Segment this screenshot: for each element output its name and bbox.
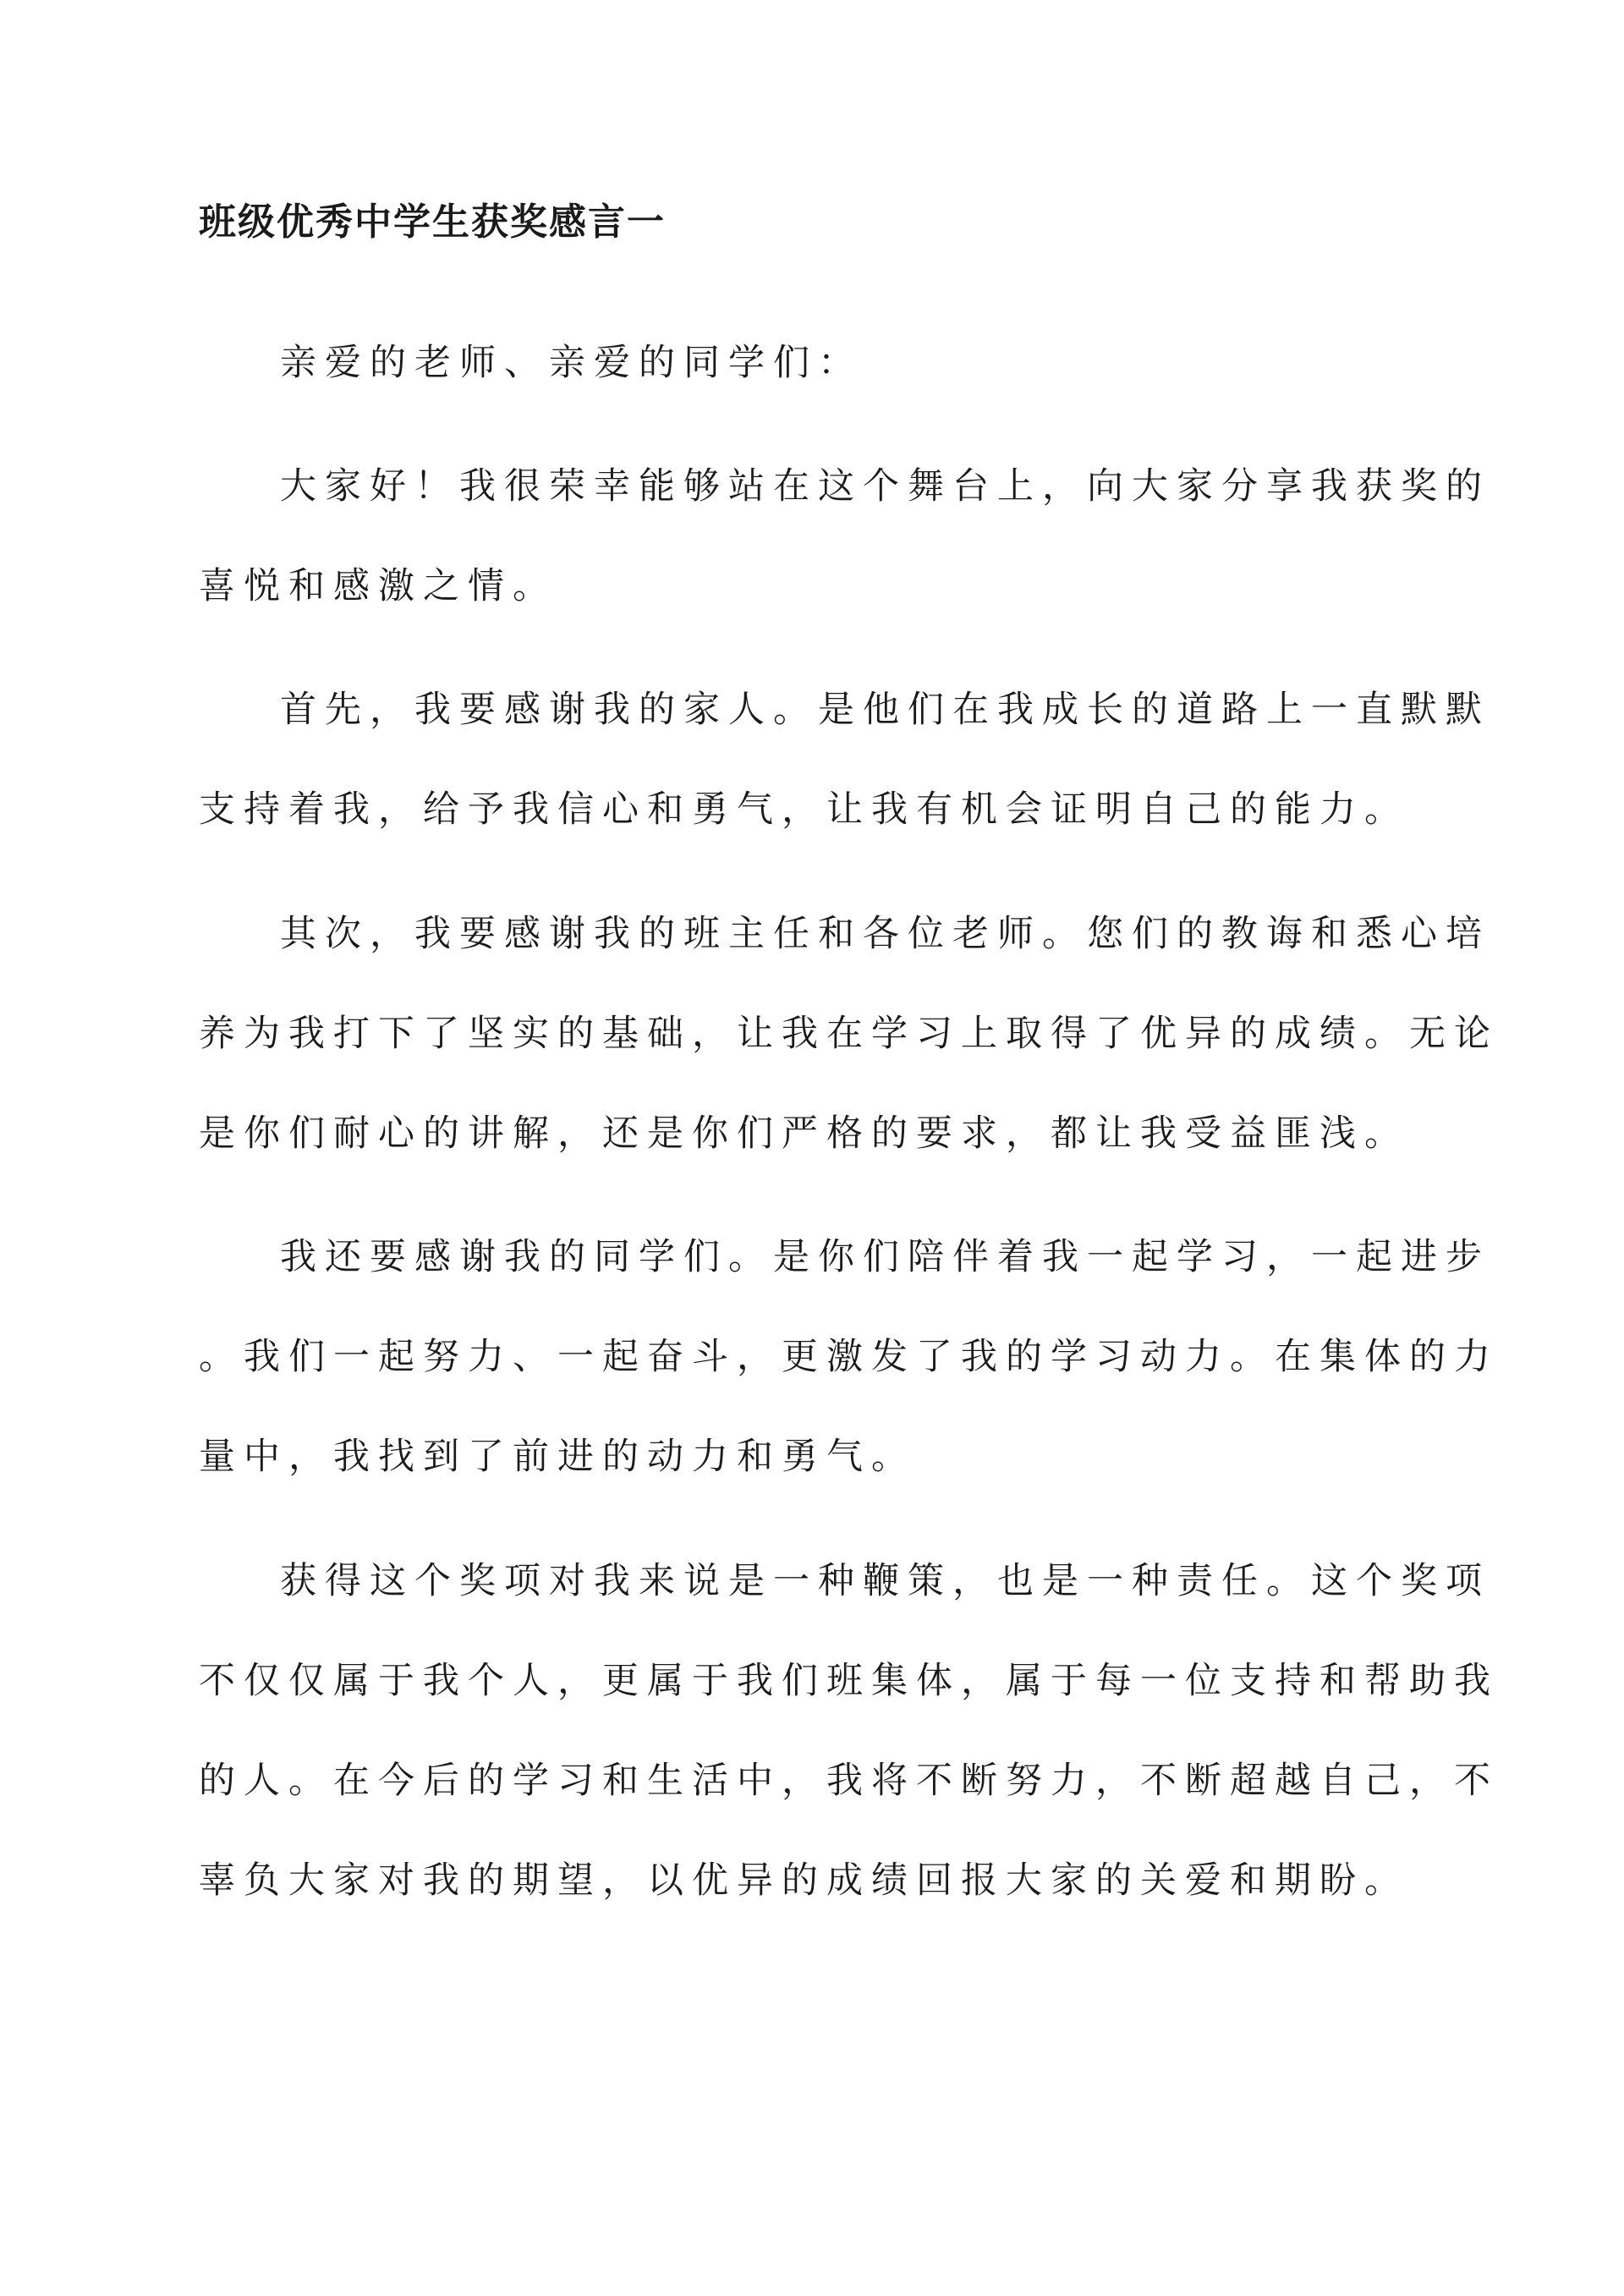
- paragraph-line: 不仅仅属于我个人，更属于我们班集体，属于每一位支持和帮助我: [199, 1660, 1499, 1702]
- paragraph-line: 喜悦和感激之情。: [199, 565, 557, 607]
- paragraph-4: [199, 1207, 1499, 1507]
- salutation-line: 亲爱的老师、亲爱的同学们：: [280, 342, 863, 384]
- paragraph-line: 首先，我要感谢我的家人。是他们在我成长的道路上一直默默: [280, 689, 1490, 731]
- paragraph-line: 的人。在今后的学习和生活中，我将不断努力，不断超越自己，不: [199, 1760, 1499, 1802]
- paragraph-line: 养为我打下了坚实的基础，让我在学习上取得了优异的成绩。无论: [199, 1013, 1499, 1055]
- paragraph-1: [199, 437, 1490, 636]
- paragraph-line: 我还要感谢我的同学们。是你们陪伴着我一起学习，一起进步: [280, 1236, 1490, 1278]
- salutation-paragraph: [199, 313, 1425, 413]
- paragraph-line: 其次，我要感谢我的班主任和各位老师。您们的教诲和悉心培: [280, 913, 1490, 955]
- paragraph-line: 是你们耐心的讲解，还是你们严格的要求，都让我受益匪浅。: [199, 1112, 1409, 1155]
- paragraph-line: 获得这个奖项对我来说是一种鞭策，也是一种责任。这个奖项: [280, 1560, 1490, 1602]
- paragraph-line: 支持着我，给予我信心和勇气，让我有机会证明自己的能力。: [199, 788, 1409, 831]
- paragraph-line: 辜负大家对我的期望，以优异的成绩回报大家的关爱和期盼。: [199, 1859, 1409, 1902]
- paragraph-5: [199, 1531, 1499, 1931]
- paragraph-2: [199, 660, 1490, 860]
- document-title: 班级优秀中学生获奖感言一: [199, 200, 666, 244]
- paragraph-line: 。我们一起努力、一起奋斗，更激发了我的学习动力。在集体的力: [199, 1336, 1499, 1378]
- paragraph-3: [199, 884, 1499, 1184]
- paragraph-line: 量中，我找到了前进的动力和勇气。: [199, 1436, 916, 1478]
- paragraph-line: 大家好！我很荣幸能够站在这个舞台上，向大家分享我获奖的: [280, 465, 1490, 508]
